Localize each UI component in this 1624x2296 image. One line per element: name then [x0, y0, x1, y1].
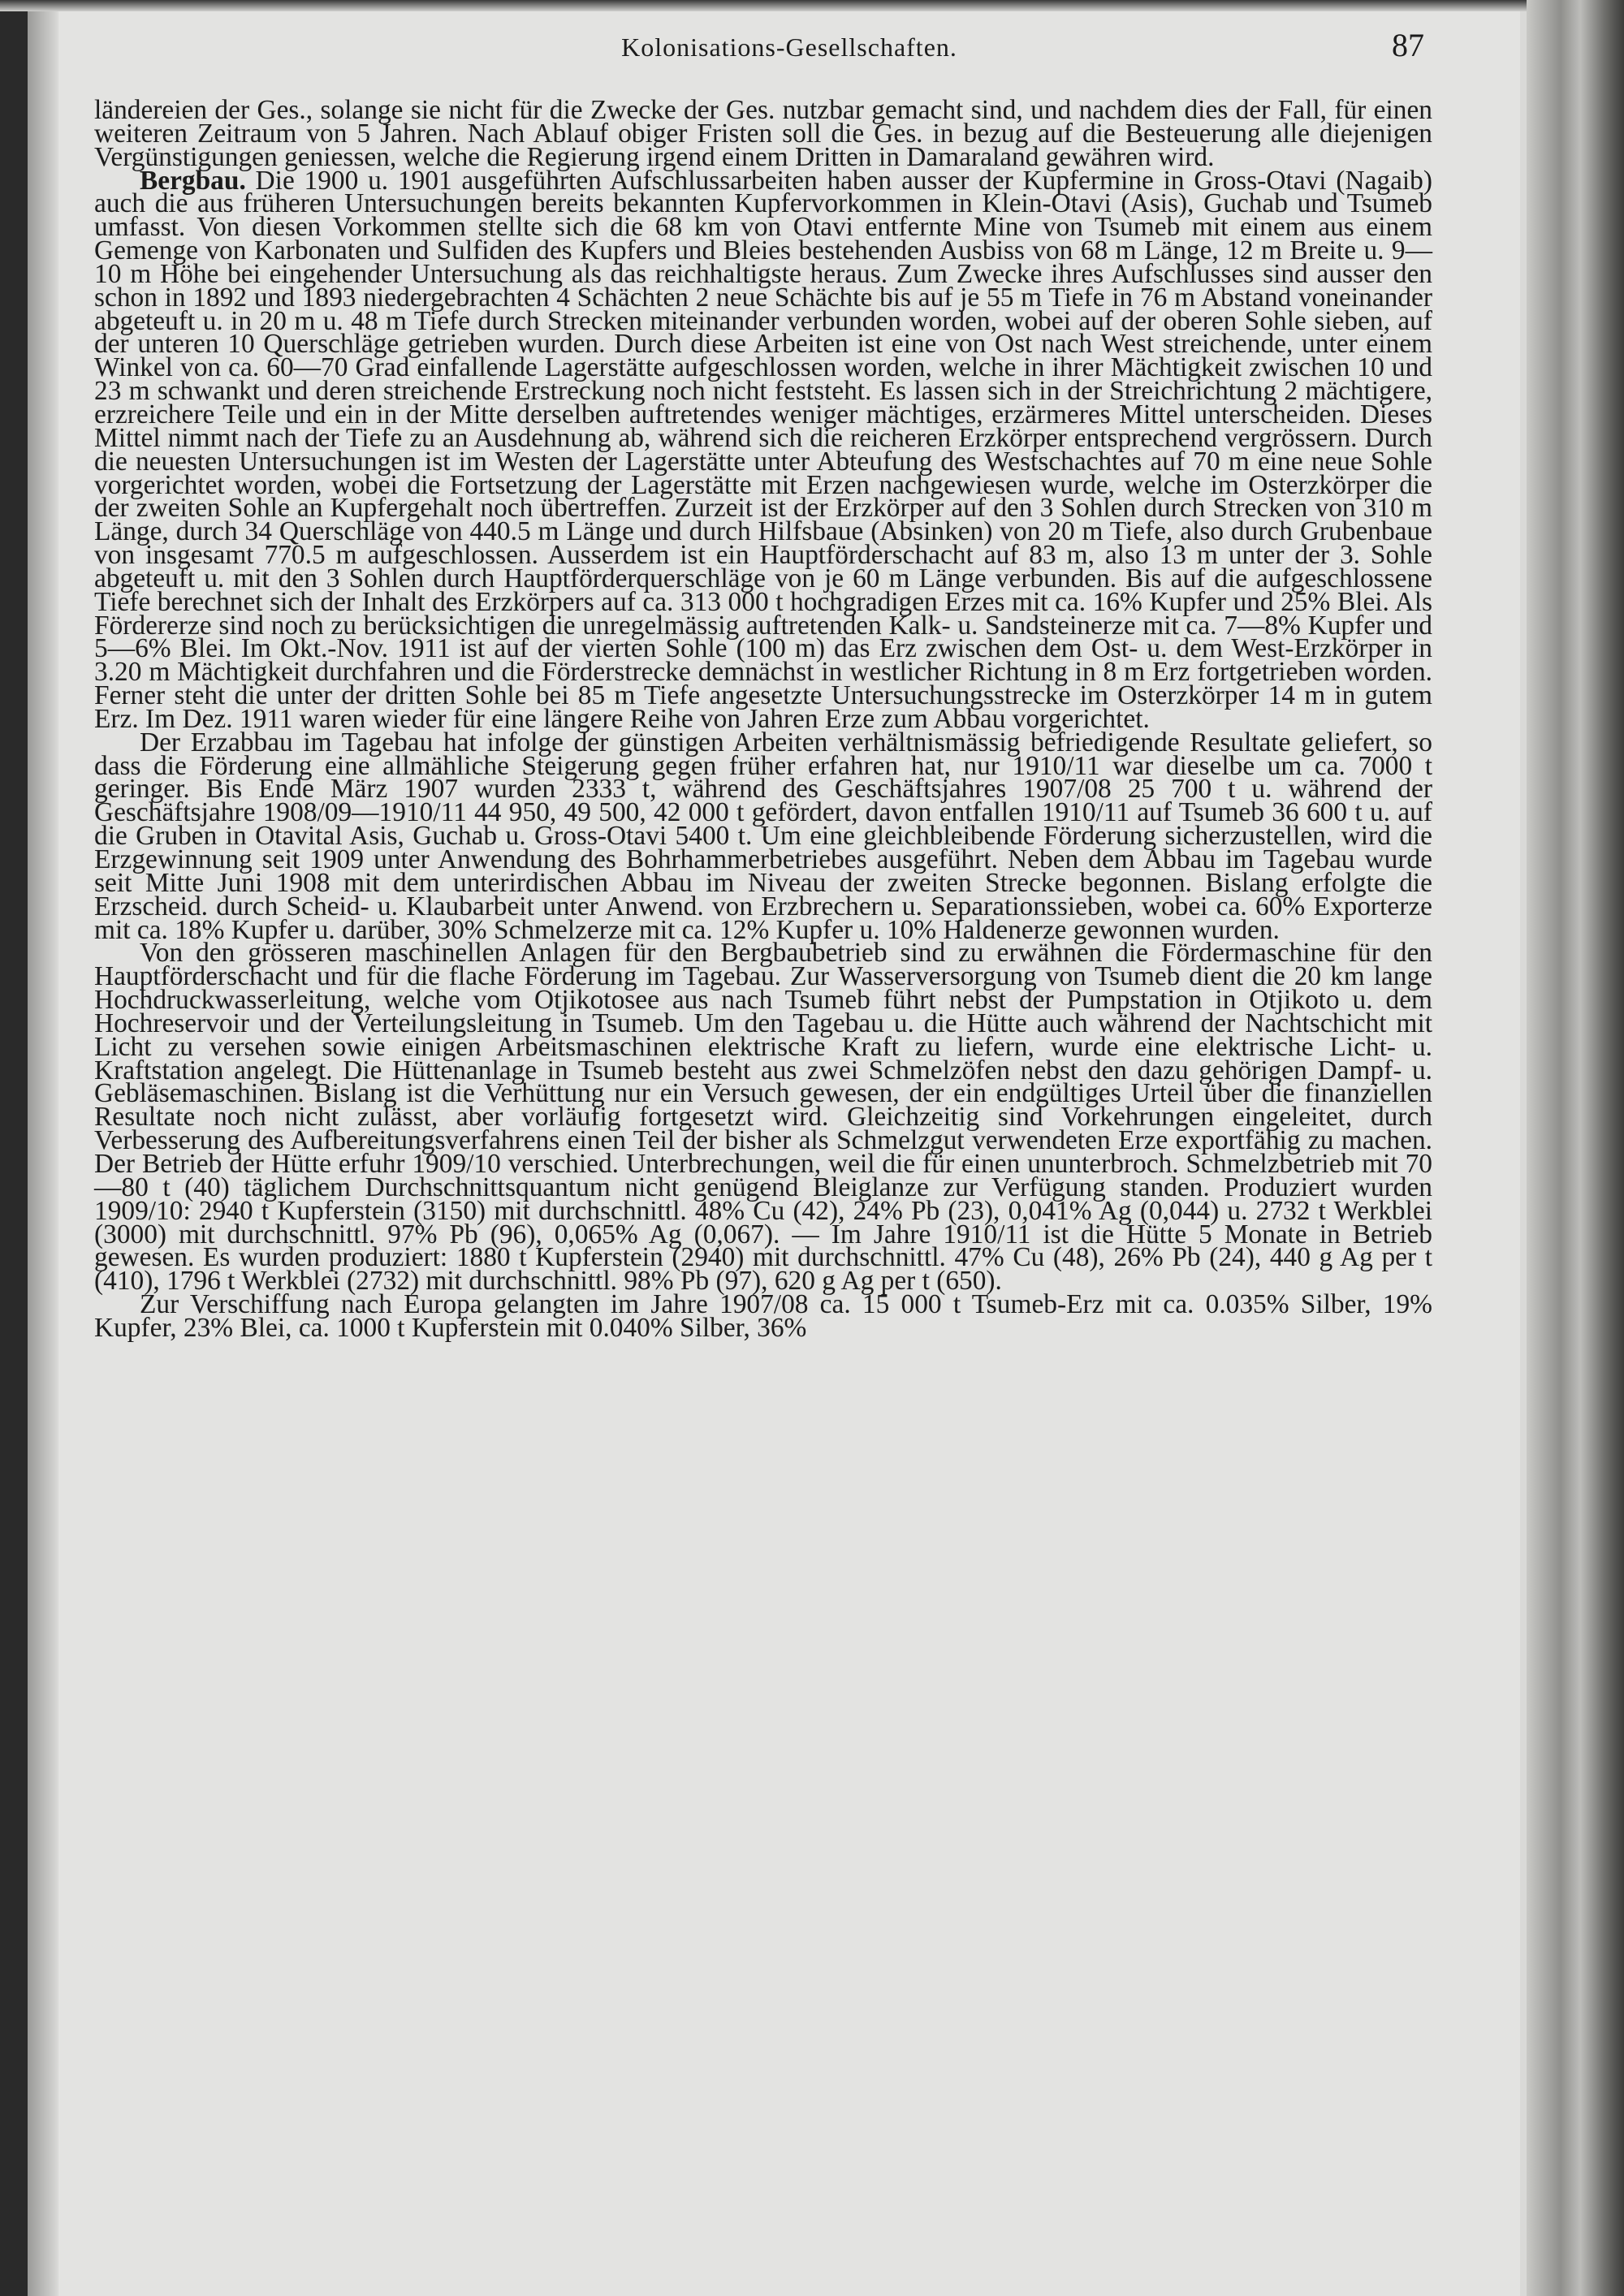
- scan-top-edge: [0, 0, 1624, 11]
- paragraph-verschiffung: [94, 1289, 1432, 1343]
- paragraph-text: Der Erzabbau im Tagebau hat infolge der günstigen Arbeiten verhältnismässig befriedigende Resultate geliefert, so dass die Förderung eine allmähliche Steigerung gegen früher erfahren hat, nur 1910/11 war dieselbe um ca. 7000 t geringer. Bis Ende März 1907 wurden 2333 t, während des Geschäftsjahres 1907/08 25 700 t u. während der Geschäftsjahre 1908/09—1910/11 44 950, 49 500, 42 000 t gefördert, davon entfallen 1910/11 auf Tsumeb 36 600 t u. auf die Gruben in Otavital Asis, Guchab u. Gross-Otavi 5400 t. Um eine gleichbleibende Förderung sicherzustellen, wird die Erzgewinnung seit 1909 unter Anwendung des Bohrhammerbetriebes ausgeführt. Neben dem Abbau im Tagebau wurde seit Mitte Juni 1908 mit dem unterirdischen Abbau im Niveau der zweiten Strecke begonnen. Bislang erfolgte die Erzscheid. durch Scheid- u. Klaubarbeit unter Anwend. von Erzbrechern u. Separationssieben, wobei ca. 60% Exporterze mit ca. 18% Kupfer u. darüber, 30% Schmelzerze mit ca. 12% Kupfer u. 10% Haldenerze gewonnen wurden.: [94, 727, 1432, 945]
- paragraph-tax-privileges: [94, 95, 1432, 172]
- running-title: Kolonisations-Gesellschaften.: [621, 32, 957, 62]
- document-page: [58, 11, 1520, 2296]
- paragraph-text: ländereien der Ges., solange sie nicht für die Zwecke der Ges. nutzbar gemacht sind, und nachdem dies der Fall, für einen weiteren Zeitraum von 5 Jahren. Nach Ablauf obiger Fristen soll die Ges. in bezug auf die Besteuerung alle diejenigen Vergünstigungen geniessen, welche die Regierung irgend einem Dritten in Damaraland gewähren wird.: [94, 95, 1432, 172]
- paragraph-maschinelle-anlagen: [94, 938, 1432, 1297]
- page-number: 87: [1392, 27, 1424, 63]
- paragraph-text: Zur Verschiffung nach Europa gelangten im Jahre 1907/08 ca. 15 000 t Tsumeb-Erz mit ca. 0.035% Silber, 19% Kupfer, 23% Blei, ca. 1000 t Kupferstein mit 0.040% Silber, 36%: [94, 1289, 1432, 1343]
- body-text: [94, 95, 1432, 1343]
- paragraph-text: Von den grösseren maschinellen Anlagen für den Bergbaubetrieb sind zu erwähnen die Fördermaschine für den Hauptförderschacht und für die flache Förderung im Tagebau. Zur Wasserversorgung von Tsumeb dient die 20 km lange Hochdruckwasserleitung, welche vom Otjikotosee aus nach Tsumeb führt nebst der Pumpstation in Otjikoto u. dem Hochreservoir und der Verteilungsleitung in Tsumeb. Um den Tagebau u. die Hütte auch während der Nachtschicht mit Licht zu versehen sowie einigen Arbeitsmaschinen elektrische Kraft zu liefern, wurde eine elektrische Licht- u. Kraftstation angelegt. Die Hüttenanlage in Tsumeb besteht aus zwei Schmelzöfen nebst den dazu gehörigen Dampf- u. Gebläsemaschinen. Bislang ist die Verhüttung nur ein Versuch gewesen, der ein endgültiges Urteil über die finanziellen Resultate noch nicht zulässt, aber vorläufig fortgesetzt wird. Gleichzeitig sind Vorkehrungen eingeleitet, durch Verbesserung des Aufbereitungsverfahrens einen Teil der bisher als Schmelzgut verwendeten Erze exportfähig zu machen. Der Betrieb der Hütte erfuhr 1909/10 verschied. Unterbrechungen, weil die für einen ununterbroch. Schmelzbetrieb mit 70—80 t (40) täglichem Durchschnittsquantum nicht genügend Bleiglanze zur Verfügung standen. Produziert wurden 1909/10: 2940 t Kupferstein (3150) mit durchschnittl. 48% Cu (42), 24% Pb (23), 0,041% Ag (0,044) u. 2732 t Werkblei (3000) mit durchschnittl. 97% Pb (96), 0,065% Ag (0,067). — Im Jahre 1910/11 ist die Hütte 5 Monate in Betrieb gewesen. Es wurden produziert: 1880 t Kupferstein (2940) mit durchschnittl. 47% Cu (48), 26% Pb (24), 440 g Ag per t (410), 1796 t Werkblei (2732) mit durchschnittl. 98% Pb (97), 620 g Ag per t (650).: [94, 938, 1432, 1297]
- paragraph-erzabbau: [94, 727, 1432, 945]
- page-header: [58, 27, 1520, 81]
- section-lead-bergbau: Bergbau.: [140, 165, 246, 196]
- paragraph-text: Die 1900 u. 1901 ausgeführten Aufschlussarbeiten haben ausser der Kupfermine in Gross-Otavi (Nagaib) auch die aus früheren Untersuchungen bereits bekannten Kupfervorkommen in Klein-Otavi (Asis), Guchab und Tsumeb umfasst. Von diesen Vorkommen stellte sich die 68 km von Otavi entfernte Mine von Tsumeb mit einem aus einem Gemenge von Karbonaten und Sulfiden des Kupfers und Bleies bestehenden Ausbiss von 68 m Länge, 12 m Breite u. 9—10 m Höhe bei eingehender Untersuchung als das reichhaltigste heraus. Zum Zwecke ihres Aufschlusses sind ausser den schon in 1892 und 1893 niedergebrachten 4 Schächten 2 neue Schächte bis auf je 55 m Tiefe in 76 m Abstand voneinander abgeteuft u. in 20 m u. 48 m Tiefe durch Strecken miteinander verbunden worden, wobei auf der oberen Sohle sieben, auf der unteren 10 Querschläge getrieben wurden. Durch diese Arbeiten ist eine von Ost nach West streichende, unter einem Winkel von ca. 60—70 Grad einfallende Lagerstätte aufgeschlossen worden, welche in ihrer Mächtigkeit zwischen 10 und 23 m schwankt und deren streichende Erstreckung noch nicht feststeht. Es lassen sich in der Streichrichtung 2 mächtigere, erzreichere Teile und ein in der Mitte derselben auftretendes weniger mächtiges, erzärmeres Mittel unterscheiden. Dieses Mittel nimmt nach der Tiefe zu an Ausdehnung ab, während sich die reicheren Erzkörper entsprechend vergrössern. Durch die neuesten Untersuchungen ist im Westen der Lagerstätte unter Abteufung des Westschachtes auf 70 m eine neue Sohle vorgerichtet worden, wobei die Fortsetzung der Lagerstätte mit Erzen nachgewiesen wurde, welche im Osterzkörper die der zweiten Sohle an Kupfergehalt noch übertreffen. Zurzeit ist der Erzkörper auf den 3 Sohlen durch Strecken von 310 m Länge, durch 34 Querschläge von 440.5 m Länge und durch Hilfsbaue (Absinken) von 20 m Tiefe, also durch Grubenbaue von insgesamt 770.5 m aufgeschlossen. Ausserdem ist ein Hauptförderschacht auf 83 m, also 13 m unter der 3. Sohle abgeteuft u. mit den 3 Sohlen durch Hauptförderquerschläge von je 60 m Länge verbunden. Bis auf die aufgeschlossene Tiefe berechnet sich der Inhalt des Erzkörpers auf ca. 313 000 t hochgradigen Erzes mit ca. 16% Kupfer und 25% Blei. Als Fördererze sind noch zu berücksichtigen die unregelmässig auftretenden Kalk- u. Sandsteinerze mit ca. 7—8% Kupfer und 5—6% Blei. Im Okt.-Nov. 1911 ist auf der vierten Sohle (100 m) das Erz zwischen dem Ost- u. dem West-Erzkörper in 3.20 m Mächtigkeit durchfahren und die Förderstrecke demnächst in westlicher Richtung in 8 m Erz fortgetrieben worden. Ferner steht die unter der dritten Sohle bei 85 m Tiefe angesetzte Untersuchungsstrecke im Osterzkörper 14 m in gutem Erz. Im Dez. 1911 waren wieder für eine längere Reihe von Jahren Erze zum Abbau vorgerichtet.: [94, 165, 1432, 734]
- scan-left-shadow: [28, 0, 57, 2296]
- scan-left-edge: [0, 0, 28, 2296]
- paragraph-bergbau: [94, 165, 1432, 734]
- book-binding-edge: [1527, 0, 1624, 2296]
